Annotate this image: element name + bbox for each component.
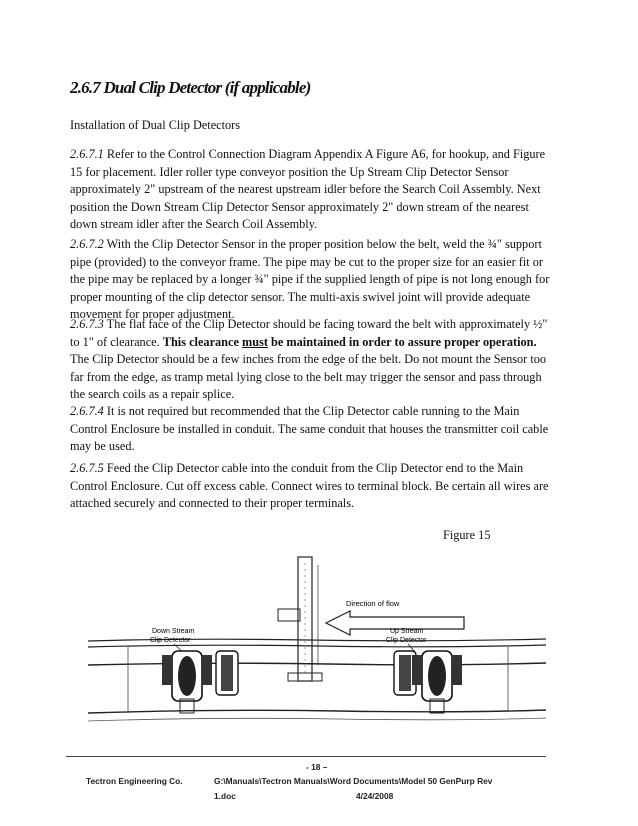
upper-frame-rail: [88, 663, 546, 665]
paragraph-number: 2.6.7.3: [70, 317, 104, 331]
direction-of-flow-label: Direction of flow: [346, 599, 400, 608]
up-stream-idler: [412, 651, 462, 713]
paragraph-text: Feed the Clip Detector cable into the conduit from the Clip Detector end to the Main Control Enclosure. Cut off excess cable. Connect wires to terminal block. Be certain all wires are attached securely and connected to their proper terminals.: [70, 461, 549, 510]
footer-rule: [66, 756, 546, 757]
figure-label: Figure 15: [443, 528, 491, 542]
clearance-warning-end: be maintained in order to assure proper operation.: [267, 334, 537, 349]
search-coil-tower: [278, 557, 322, 681]
down-stream-label: Down Stream: [152, 628, 195, 635]
up-stream-label-2: Clip Detector: [386, 637, 427, 644]
up-stream-label: Up Stream: [390, 628, 424, 635]
intro-line: Installation of Dual Clip Detectors: [70, 118, 241, 132]
paragraph-text: Refer to the Control Connection Diagram Appendix A Figure A6, for hookup, and Figure 15 for placement. Idler roller type conveyor position the Up Stream Clip Detector Sensor approximately 2" upstream of the nearest upstream idler before the Search Coil Assembly. Next position the Down Stream Clip Detector Sensor approximately 2" down stream of the nearest down stream idler after the Search Coil Assembly.: [70, 147, 546, 231]
footer-company: Tectron Engineering Co.: [86, 776, 183, 786]
paragraph-2-6-7-3: [70, 316, 552, 404]
lower-belt-line: [88, 645, 546, 647]
down-stream-clip-detector: [216, 651, 238, 695]
footer-page-number: - 18 –: [306, 762, 328, 772]
paragraph-text: The Clip Detector should be a few inches from the edge of the belt. Do not mount the Sensor too far from the edge, as tramp metal lying close to the belt may trigger the sensor and pass through the search coils as a repair splice.: [70, 352, 547, 401]
paragraph-2-6-7-5: [70, 460, 552, 513]
paragraph-2-6-7-4: [70, 403, 552, 456]
down-stream-label-2: Clip Detector: [150, 637, 191, 644]
section-heading: 2.6.7 Dual Clip Detector (if applicable): [70, 78, 311, 97]
paragraph-text: With the Clip Detector Sensor in the proper position below the belt, weld the ¾" support pipe (provided) to the conveyor frame. The pipe may be cut to the proper size for an easier fit or the pipe may be replaced by a longer ¾" pipe if the supplied length of pipe is not long enough for proper mounting of the clip detector sensor. The multi-axis swivel joint will provide adequate movement for proper adjustment.: [70, 237, 550, 321]
footer-file-path-cont: 1.doc: [214, 791, 236, 801]
must-emphasis: must: [242, 334, 268, 349]
paragraph-text: It is not required but recommended that the Clip Detector cable running to the Main Control Enclosure be installed in conduit. The same conduit that houses the transmitter coil cable may be used.: [70, 404, 549, 453]
paragraph-text: The flat face of the Clip Detector should be facing toward the belt with approximately ½" to 1" of clearance.: [70, 317, 548, 349]
paragraph-number: 2.6.7.5: [70, 461, 104, 475]
lower-frame-rail: [88, 710, 546, 713]
footer-file-path: G:\Manuals\Tectron Manuals\Word Documents\Model 50 GenPurp Rev: [214, 776, 493, 786]
figure-15-diagram: [88, 543, 546, 745]
paragraph-number: 2.6.7.4: [70, 404, 104, 418]
footer-date: 4/24/2008: [356, 791, 394, 801]
frame-bottom-edge: [88, 718, 546, 721]
down-stream-idler: [162, 651, 212, 713]
clearance-warning: This clearance: [162, 334, 242, 349]
paragraph-2-6-7-1: [70, 146, 552, 234]
paragraph-number: 2.6.7.1: [70, 147, 104, 161]
paragraph-number: 2.6.7.2: [70, 237, 104, 251]
paragraph-2-6-7-2: [70, 236, 552, 324]
